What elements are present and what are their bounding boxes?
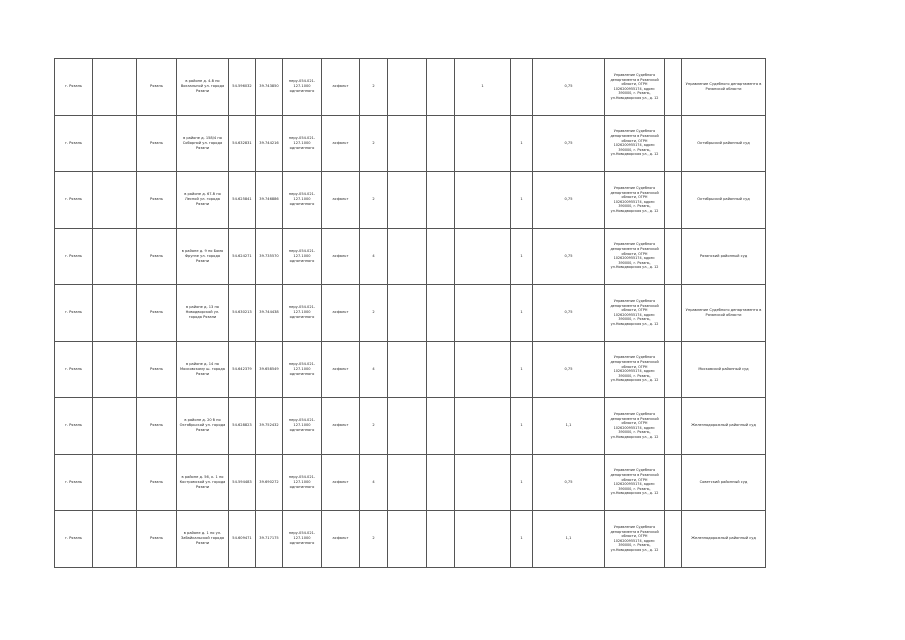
table-body (55, 59, 766, 568)
site-type-cell: неру-054.021-127.1000 однотипного (283, 228, 322, 285)
table-row (55, 511, 766, 568)
latitude-cell: 54.624271 (229, 228, 256, 285)
empty-cell (665, 341, 682, 398)
volume-cell: 1,1 (533, 398, 605, 455)
waste-source-cell: Железнодорожный районный суд (682, 511, 766, 568)
table-row (55, 59, 766, 116)
container-count-a-cell: 1 (455, 59, 511, 116)
surface-cell: асфальт (322, 228, 360, 285)
empty-cell (427, 398, 455, 455)
location-cell: в районе д. 56, к. 1 по Костромской ул. города Рязани (177, 454, 229, 511)
table-row (55, 341, 766, 398)
waste-source-cell: Московский районный суд (682, 341, 766, 398)
volume-cell: 0,75 (533, 172, 605, 229)
city-cell: г. Рязань (55, 398, 93, 455)
site-type-cell: неру-054.021-127.1000 однотипного (283, 115, 322, 172)
site-type-cell: неру-054.021-127.1000 однотипного (283, 341, 322, 398)
empty-cell (665, 172, 682, 229)
longitude-cell: 39.658549 (256, 341, 283, 398)
site-type-cell: неру-054.021-127.1000 однотипного (283, 59, 322, 116)
surface-cell: асфальт (322, 285, 360, 342)
waste-source-cell: Октябрьский районный суд (682, 172, 766, 229)
longitude-cell: 39.746886 (256, 172, 283, 229)
settlement-cell: Рязань (137, 341, 177, 398)
location-cell: в районе д. 4-б по Вокзальной ул. города Рязани (177, 59, 229, 116)
empty-cell (93, 454, 137, 511)
empty-cell (427, 341, 455, 398)
empty-cell (93, 511, 137, 568)
waste-source-cell: Управление Судебного департамента в Рязанской области (682, 285, 766, 342)
owner-cell: Управление Судебного департамента в Рязанской области, ОГРН 1026200955174, адрес: 390000, г. Рязань, ул.Новодворская ул., д. 12 (605, 172, 665, 229)
volume-cell: 0,75 (533, 285, 605, 342)
area-cell: 2 (360, 115, 388, 172)
empty-cell (427, 511, 455, 568)
container-count-a-cell (455, 228, 511, 285)
area-cell: 2 (360, 398, 388, 455)
city-cell: г. Рязань (55, 115, 93, 172)
owner-cell: Управление Судебного департамента в Рязанской области, ОГРН 1026200955174, адрес: 390000, г. Рязань, ул.Новодворская ул., д. 12 (605, 228, 665, 285)
volume-cell: 0,75 (533, 454, 605, 511)
container-count-cell: 1 (511, 115, 533, 172)
settlement-cell: Рязань (137, 172, 177, 229)
empty-cell (665, 511, 682, 568)
empty-cell (93, 115, 137, 172)
longitude-cell: 39.752432 (256, 398, 283, 455)
empty-cell (388, 341, 427, 398)
city-cell: г. Рязань (55, 172, 93, 229)
container-count-cell: 1 (511, 285, 533, 342)
location-cell: в районе д. 9 по Бомо Фрунзе ул. города Рязани (177, 228, 229, 285)
table-row (55, 228, 766, 285)
settlement-cell: Рязань (137, 115, 177, 172)
site-type-cell: неру-054.021-127.1000 однотипного (283, 511, 322, 568)
area-cell: 2 (360, 285, 388, 342)
location-cell: в районе д. 67-б по Лесной ул. города Рязани (177, 172, 229, 229)
latitude-cell: 54.594483 (229, 454, 256, 511)
container-count-a-cell (455, 511, 511, 568)
volume-cell: 0,75 (533, 59, 605, 116)
container-count-cell: 1 (511, 341, 533, 398)
city-cell: г. Рязань (55, 285, 93, 342)
settlement-cell: Рязань (137, 228, 177, 285)
container-count-cell (511, 59, 533, 116)
table-row (55, 172, 766, 229)
surface-cell: асфальт (322, 341, 360, 398)
settlement-cell: Рязань (137, 285, 177, 342)
location-cell: в районе д. 1 по ул. Забайкальской города Рязани (177, 511, 229, 568)
empty-cell (388, 172, 427, 229)
empty-cell (665, 398, 682, 455)
city-cell: г. Рязань (55, 454, 93, 511)
latitude-cell: 54.628823 (229, 398, 256, 455)
area-cell: 4 (360, 454, 388, 511)
settlement-cell: Рязань (137, 511, 177, 568)
area-cell: 2 (360, 172, 388, 229)
empty-cell (665, 59, 682, 116)
empty-cell (388, 454, 427, 511)
site-type-cell: неру-054.021-127.1000 однотипного (283, 285, 322, 342)
latitude-cell: 54.609471 (229, 511, 256, 568)
empty-cell (427, 285, 455, 342)
longitude-cell: 39.744438 (256, 285, 283, 342)
table-row (55, 454, 766, 511)
settlement-cell: Рязань (137, 59, 177, 116)
empty-cell (427, 115, 455, 172)
surface-cell: асфальт (322, 172, 360, 229)
empty-cell (427, 454, 455, 511)
container-count-a-cell (455, 172, 511, 229)
table-row (55, 398, 766, 455)
empty-cell (93, 228, 137, 285)
volume-cell: 0,75 (533, 115, 605, 172)
volume-cell: 0,75 (533, 228, 605, 285)
location-cell: в районе д. 158/4 по Соборной ул. города Рязани (177, 115, 229, 172)
waste-source-cell: Советский районный суд (682, 454, 766, 511)
container-count-a-cell (455, 285, 511, 342)
location-cell: в районе д. 14 по Московскому ш. города Рязани (177, 341, 229, 398)
city-cell: г. Рязань (55, 511, 93, 568)
area-cell: 2 (360, 511, 388, 568)
container-count-a-cell (455, 454, 511, 511)
surface-cell: асфальт (322, 398, 360, 455)
latitude-cell: 54.596032 (229, 59, 256, 116)
empty-cell (665, 115, 682, 172)
container-count-cell: 1 (511, 454, 533, 511)
empty-cell (388, 511, 427, 568)
longitude-cell: 39.743850 (256, 59, 283, 116)
container-sites-table (54, 58, 766, 568)
settlement-cell: Рязань (137, 454, 177, 511)
empty-cell (93, 285, 137, 342)
owner-cell: Управление Судебного департамента в Рязанской области, ОГРН 1026200955174, адрес: 390000, г. Рязань, ул.Новодворская ул., д. 12 (605, 511, 665, 568)
area-cell: 4 (360, 228, 388, 285)
volume-cell: 1,1 (533, 511, 605, 568)
volume-cell: 0,75 (533, 341, 605, 398)
container-count-a-cell (455, 398, 511, 455)
settlement-cell: Рязань (137, 398, 177, 455)
empty-cell (388, 59, 427, 116)
longitude-cell: 39.690272 (256, 454, 283, 511)
city-cell: г. Рязань (55, 59, 93, 116)
container-count-cell: 1 (511, 511, 533, 568)
container-count-cell: 1 (511, 228, 533, 285)
waste-source-cell: Железнодорожный районный суд (682, 398, 766, 455)
owner-cell: Управление Судебного департамента в Рязанской области, ОГРН 1026200955174, адрес: 390000, г. Рязань, ул.Новодворская ул., д. 12 (605, 285, 665, 342)
area-cell: 2 (360, 59, 388, 116)
table-row (55, 285, 766, 342)
site-type-cell: неру-054.021-127.1000 однотипного (283, 454, 322, 511)
surface-cell: асфальт (322, 59, 360, 116)
area-cell: 4 (360, 341, 388, 398)
latitude-cell: 54.625841 (229, 172, 256, 229)
latitude-cell: 54.632831 (229, 115, 256, 172)
container-count-a-cell (455, 341, 511, 398)
empty-cell (93, 341, 137, 398)
longitude-cell: 39.717175 (256, 511, 283, 568)
latitude-cell: 54.642379 (229, 341, 256, 398)
surface-cell: асфальт (322, 115, 360, 172)
empty-cell (388, 228, 427, 285)
empty-cell (665, 285, 682, 342)
owner-cell: Управление Судебного департамента в Рязанской области, ОГРН 1026200955174, адрес: 390000, г. Рязань, ул.Новодворская ул., д. 12 (605, 115, 665, 172)
waste-source-cell: Октябрьский районный суд (682, 115, 766, 172)
container-count-cell: 1 (511, 398, 533, 455)
longitude-cell: 39.735570 (256, 228, 283, 285)
owner-cell: Управление Судебного департамента в Рязанской области, ОГРН 1026200955174, адрес: 390000, г. Рязань, ул.Новодворская ул., д. 12 (605, 454, 665, 511)
empty-cell (93, 172, 137, 229)
site-type-cell: неру-054.021-127.1000 однотипного (283, 398, 322, 455)
container-count-a-cell (455, 115, 511, 172)
register-table (54, 58, 765, 567)
location-cell: в районе д. 20 б по Октябрьской ул. города Рязани (177, 398, 229, 455)
empty-cell (93, 398, 137, 455)
longitude-cell: 39.744216 (256, 115, 283, 172)
city-cell: г. Рязань (55, 341, 93, 398)
location-cell: в районе д. 13 по Новодворской ул. города Рязани (177, 285, 229, 342)
surface-cell: асфальт (322, 511, 360, 568)
empty-cell (665, 454, 682, 511)
owner-cell: Управление Судебного департамента в Рязанской области, ОГРН 1026200955174, адрес: 390000, г. Рязань, ул.Новодворская ул., д. 12 (605, 341, 665, 398)
empty-cell (388, 115, 427, 172)
empty-cell (665, 228, 682, 285)
container-count-cell: 1 (511, 172, 533, 229)
site-type-cell: неру-054.021-127.1000 однотипного (283, 172, 322, 229)
empty-cell (388, 285, 427, 342)
empty-cell (388, 398, 427, 455)
empty-cell (427, 59, 455, 116)
empty-cell (427, 172, 455, 229)
waste-source-cell: Рязанский районный суд (682, 228, 766, 285)
empty-cell (93, 59, 137, 116)
empty-cell (427, 228, 455, 285)
surface-cell: асфальт (322, 454, 360, 511)
latitude-cell: 54.630213 (229, 285, 256, 342)
waste-source-cell: Управление Судебного департамента в Рязанской области (682, 59, 766, 116)
table-row (55, 115, 766, 172)
owner-cell: Управление Судебного департамента в Рязанской области, ОГРН 1026200955174, адрес: 390000, г. Рязань, ул.Новодворская ул., д. 12 (605, 59, 665, 116)
owner-cell: Управление Судебного департамента в Рязанской области, ОГРН 1026200955174, адрес: 390000, г. Рязань, ул.Новодворская ул., д. 12 (605, 398, 665, 455)
city-cell: г. Рязань (55, 228, 93, 285)
